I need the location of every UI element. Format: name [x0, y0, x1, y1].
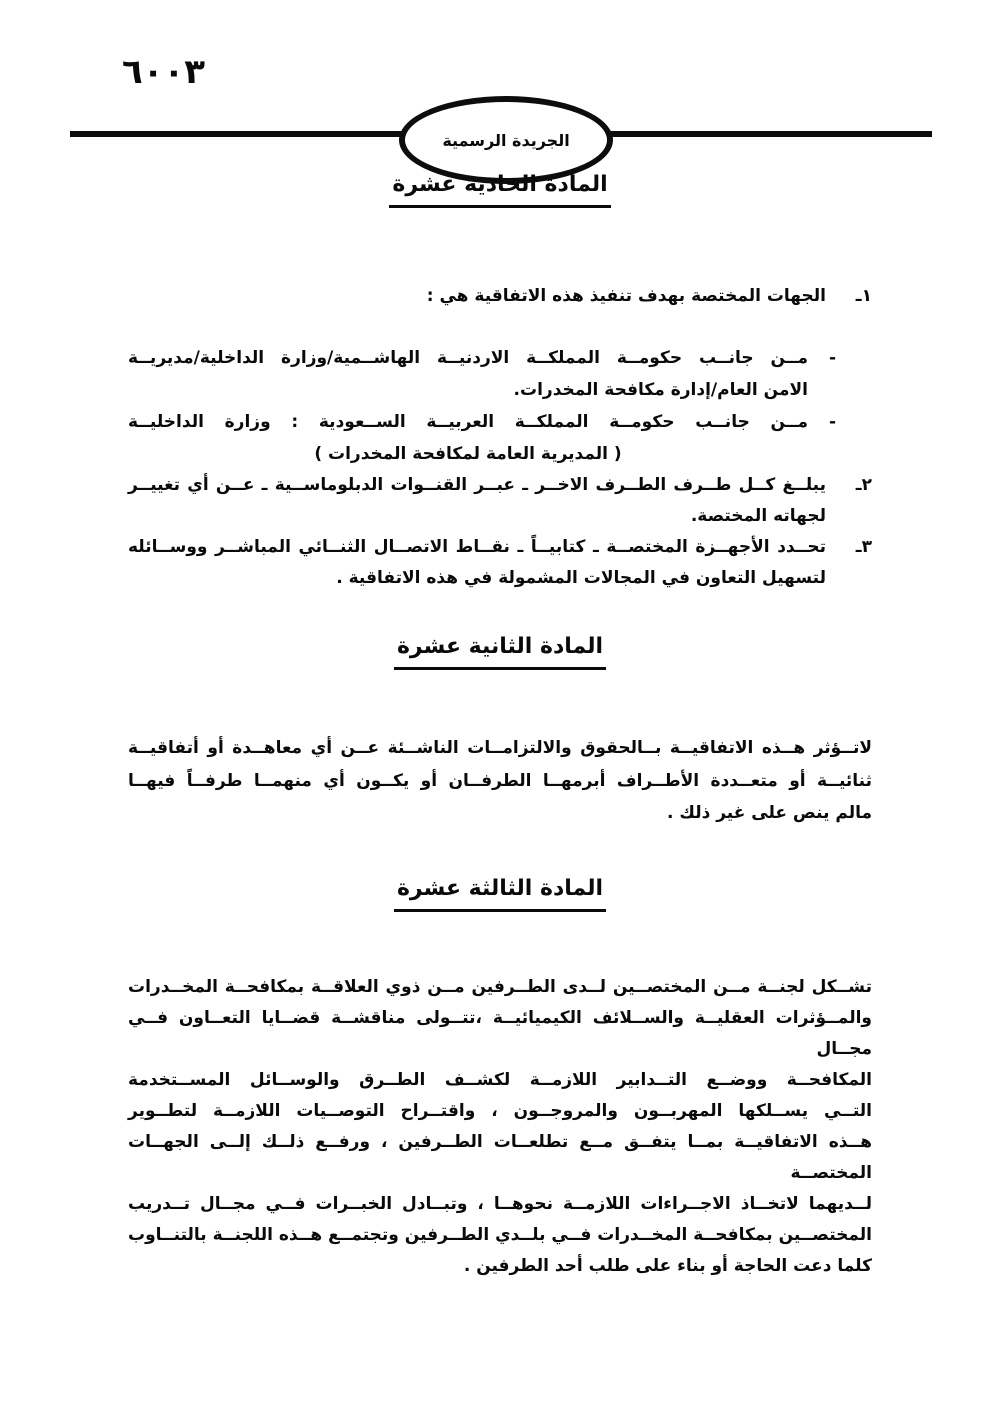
article-13-line-5: هــذه الاتفاقيــة بمــا يتفــق مــع تطلعــات الطــرفين ، ورفــع ذلــك إلــى الجهــات المختصــة	[128, 1131, 872, 1183]
article-12-line-2: ثنائيــة أو متعــددة الأطــراف أبرمهــا الطرفــان أو يكــون أي منهمــا طرفــاً فيهــا	[128, 770, 872, 791]
article-13-paragraph	[128, 972, 872, 1282]
bullet-item-1	[128, 342, 872, 406]
bullet-1-line-1: مــن جانــب حكومــة المملكــة الاردنيــة الهاشــمية/وزارة الداخلية/مديريــة	[128, 348, 808, 368]
bullet-item-1-text	[128, 342, 808, 406]
article-13-line-8: كلما دعت الحاجة أو بناء على طلب أحد الطرفين .	[463, 1255, 872, 1276]
list-item-1-marker: ١ـ	[855, 286, 872, 306]
bullet-item-2-text	[128, 406, 808, 470]
item-2-line-2: لجهاته المختصة.	[690, 506, 826, 526]
article-13-line-4: التــي يســلكها المهربــون والمروجــون ، واقتــراح التوصــيات اللازمــة لتطــوير	[128, 1100, 872, 1121]
list-item-2-marker: ٢ـ	[855, 475, 872, 495]
article-12-title-text: المادة الثانية عشرة	[394, 632, 606, 670]
bullet-item-2	[128, 406, 872, 470]
article-12-line-3: مالم ينص على غير ذلك .	[666, 803, 872, 823]
article-13-line-7: المختصــين بمكافحــة المخــدرات فــي بلــدي الطــرفين وتجتمــع هــذه اللجنــة بالتنــاوب	[128, 1224, 872, 1245]
list-item-2-text	[128, 470, 826, 532]
list-item-2	[128, 470, 872, 532]
bullet-2-line-1: مــن جانــب حكومــة المملكــة العربيــة الســعودية : وزارة الداخليــة	[128, 412, 808, 432]
bullet-1-line-2: الامن العام/إدارة مكافحة المخدرات.	[513, 380, 808, 400]
article-12-title	[128, 632, 872, 670]
article-12-line-1: لاتــؤثر هــذه الاتفاقيــة بــالحقوق والالتزامــات الناشــئة عــن أي معاهــدة أو أتفاقيــة	[128, 738, 872, 758]
article-13-title	[128, 874, 872, 912]
article-13-line-2: والمــؤثرات العقليــة والســلائف الكيميائيــة ،تتــولى مناقشــة قضــايا التعــاون فــي مجــال	[128, 1007, 872, 1059]
article-13-line-6: لــديهما لاتخــاذ الاجــراءات اللازمــة نحوهــا ، وتبــادل الخبــرات فــي مجــال تــدريب	[128, 1193, 872, 1214]
item-3-line-2: لتسهيل التعاون في المجالات المشمولة في هذه الاتفاقية .	[336, 568, 826, 588]
article-13-line-3: المكافحــة ووضــع التــدابير اللازمــة لكشــف الطــرق والوســائل المســتخدمة	[128, 1069, 872, 1090]
list-item-3-marker: ٣ـ	[855, 537, 872, 557]
list-item-1	[128, 280, 872, 312]
list-item-3	[128, 532, 872, 594]
bullet-2-line-2: ( المديرية العامة لمكافحة المخدرات )	[314, 444, 622, 464]
article-13-title-text: المادة الثالثة عشرة	[394, 874, 606, 912]
article-12-paragraph	[128, 732, 872, 830]
document-body	[128, 170, 872, 1282]
article-11-title-text: المادة الحادية عشرة	[389, 170, 610, 208]
article-13-line-1: تشــكل لجنــة مــن المختصــين لــدى الطــرفين مــن ذوي العلاقــة بمكافحــة المخــدرات	[128, 976, 872, 997]
gazette-title: الجريدة الرسمية	[442, 130, 570, 150]
item-3-line-1: تحــدد الأجهــزة المختصــة ـ كتابيــاً ـ نقــاط الاتصــال الثنــائي المباشــر ووســائله	[128, 537, 826, 557]
list-item-3-text	[128, 532, 826, 594]
bullet-item-2-dash: -	[828, 412, 836, 432]
list-item-1-text: الجهات المختصة بهدف تنفيذ هذه الاتفاقية هي :	[426, 286, 826, 306]
page-number: ٦٠٠٣	[122, 52, 206, 92]
item-2-line-1: يبلــغ كــل طــرف الطــرف الاخــر ـ عبــر القنــوات الدبلوماســية ـ عــن أي تغييــر	[128, 475, 826, 495]
sub-bullet-group	[128, 342, 872, 470]
bullet-item-1-dash: -	[828, 348, 836, 368]
article-11-title	[128, 170, 872, 208]
